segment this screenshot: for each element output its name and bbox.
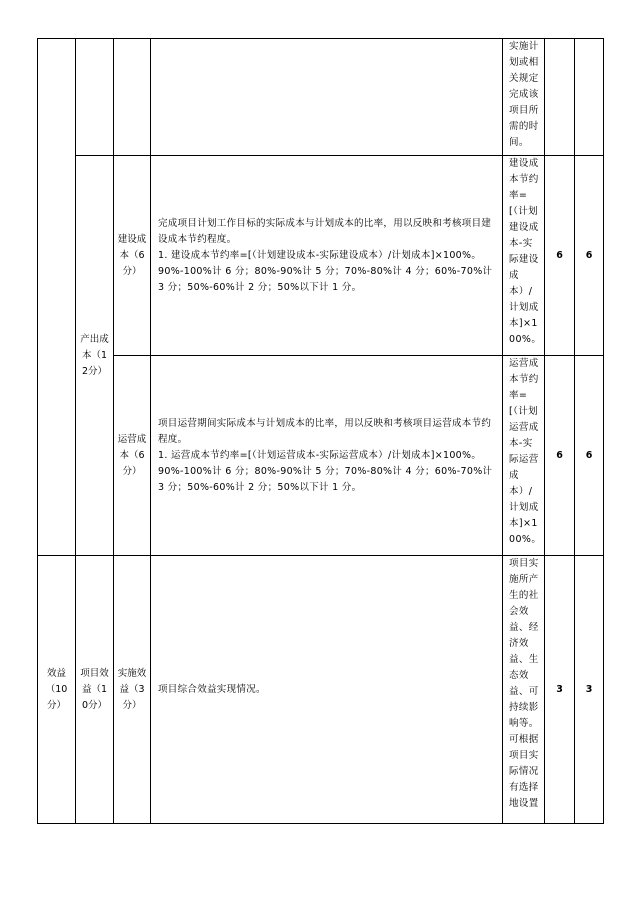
table-row-continuation — [38, 39, 604, 156]
construction-cost-formula: 1. 建设成本节约率=[（计划建设成本-实际建设成本）/计划成本]×100%。 — [158, 249, 482, 261]
operating-cost-full-score: 6 — [545, 356, 575, 556]
benefit-category-cell: 效益（10分） — [38, 556, 76, 824]
score-cell-continued — [575, 39, 604, 156]
operating-cost-formula: 1. 运营成本节约率=[（计划运营成本-实际运营成本）/计划成本]×100%。 — [158, 449, 482, 461]
standard-cell-continued: 实施计划或相关规定完成该项目所需的时间。 — [503, 39, 545, 156]
operating-cost-score: 6 — [575, 356, 604, 556]
full-score-cell-continued — [545, 39, 575, 156]
operating-cost-description — [151, 356, 503, 556]
construction-cost-score: 6 — [575, 156, 604, 356]
benefit-standard: 项目实施所产生的社会效益、经济效益、生态效益、可持续影响等。可根据项目实际情况有选择地设置 — [503, 556, 545, 824]
benefit-score: 3 — [575, 556, 604, 824]
table-row-operating-cost — [38, 356, 604, 556]
description-cell-continued — [151, 39, 503, 156]
construction-cost-indicator: 建设成本（6分） — [114, 156, 151, 356]
construction-cost-scoring: 90%-100%计 6 分；80%-90%计 5 分；70%-80%计 4 分；60%-70%计 3 分；50%-60%计 2 分；50%以下计 1 分。 — [158, 265, 493, 293]
operating-cost-standard: 运营成本节约率=[（计划运营成本-实际运营成本）/计划成本]×100%。 — [503, 356, 545, 556]
output-cost-cell: 产出成本（12分） — [76, 156, 114, 556]
sub-cell-continued — [76, 39, 114, 156]
operating-cost-scoring: 90%-100%计 6 分；80%-90%计 5 分；70%-80%计 4 分；60%-70%计 3 分；50%-60%计 2 分；50%以下计 1 分。 — [158, 465, 493, 493]
benefit-description: 项目综合效益实现情况。 — [151, 556, 503, 824]
benefit-full-score: 3 — [545, 556, 575, 824]
category-cell-continued — [38, 39, 76, 556]
evaluation-table — [37, 38, 604, 824]
construction-cost-description — [151, 156, 503, 356]
construction-cost-full-score: 6 — [545, 156, 575, 356]
operating-cost-definition: 项目运营期间实际成本与计划成本的比率，用以反映和考核项目运营成本节约程度。 — [158, 417, 492, 445]
implementation-benefit-indicator: 实施效益（3分） — [114, 556, 151, 824]
construction-cost-definition: 完成项目计划工作目标的实际成本与计划成本的比率，用以反映和考核项目建设成本节约程度。 — [158, 217, 492, 245]
project-benefit-cell: 项目效益（10分） — [76, 556, 114, 824]
table-row-benefit — [38, 556, 604, 824]
indicator-cell-continued — [114, 39, 151, 156]
table-row-construction-cost — [38, 156, 604, 356]
operating-cost-indicator: 运营成本（6分） — [114, 356, 151, 556]
construction-cost-standard: 建设成本节约率=[（计划建设成本-实际建设成本）/计划成本]×100%。 — [503, 156, 545, 356]
